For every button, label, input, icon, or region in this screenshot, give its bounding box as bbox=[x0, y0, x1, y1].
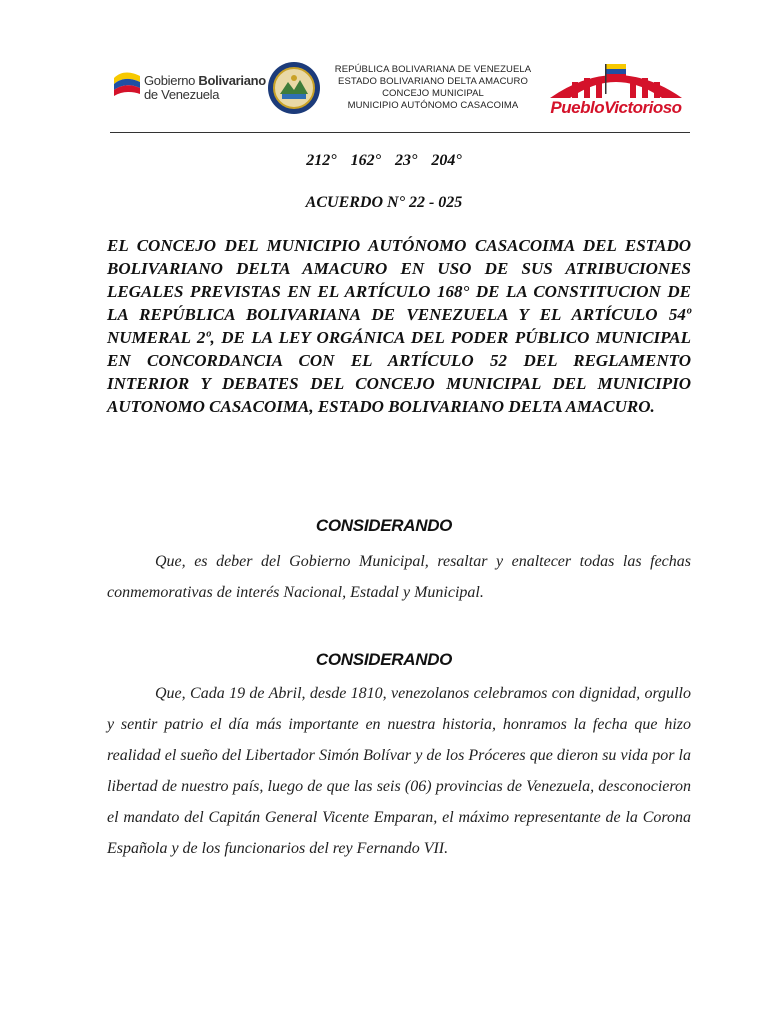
pueblo-victorioso-text: PuebloVictorioso bbox=[550, 98, 682, 117]
gov-logo-line2: de Venezuela bbox=[144, 87, 220, 102]
letterhead bbox=[110, 56, 690, 128]
institution-lines bbox=[326, 64, 540, 112]
gov-logo-line1-light: Gobierno bbox=[144, 73, 199, 88]
venezuela-flag-icon bbox=[110, 66, 144, 106]
header-line-municipio: MUNICIPIO AUTÓNOMO CASACOIMA bbox=[347, 100, 519, 111]
considerando-text-2: Que, Cada 19 de Abril, desde 1810, venezolanos celebramos con dignidad, orgullo y sentir patrio el día más importante en nuestra historia, honramos la fecha que hizo realidad el sueño del Libertador Simón Bolívar y de los Próceres que dieron su vida por la libertad de nuestro país, luego de que las seis (06) provincias de Venezuela, desconocieron el mandato del Capitán General Vicente Emparan, el máximo representante de la Corona Española y de los funcionarios del rey Fernando VII. bbox=[107, 685, 691, 857]
gobierno-bolivariano-logo bbox=[110, 66, 266, 110]
gov-logo-line1-bold: Bolivariano bbox=[198, 73, 266, 88]
considerando-heading-1: CONSIDERANDO bbox=[315, 516, 453, 535]
considerando-heading-2: CONSIDERANDO bbox=[315, 650, 453, 669]
crowd-flag-logo-icon bbox=[542, 58, 690, 102]
acuerdo-number: ACUERDO N° 22 - 025 bbox=[305, 194, 463, 211]
pueblo-victorioso-logo bbox=[542, 58, 690, 120]
considerando-text-1: Que, es deber del Gobierno Municipal, resaltar y enaltecer todas las fechas conmemorativas de interés Nacional, Estadal y Municipal. bbox=[107, 553, 691, 601]
preamble: EL CONCEJO DEL MUNICIPIO AUTÓNOMO CASACOIMA DEL ESTADO BOLIVARIANO DELTA AMACURO EN USO DE SUS ATRIBUCIONES LEGALES PREVISTAS EN EL ARTÍCULO 168° DE LA CONSTITUCION DE LA REPÚBLICA BOLIVARIANA DE VENEZUELA Y EL ARTÍCULO 54º NUMERAL 2º, DE LA LEY ORGÁNICA DEL PODER PÚBLICO MUNICIPAL EN CONCORDANCIA CON EL ARTÍCULO 52 DEL REGLAMENTO INTERIOR Y DEBATES DEL CONCEJO MUNICIPAL DEL MUNICIPIO AUTONOMO CASACOIMA, ESTADO BOLIVARIANO DELTA AMACURO. bbox=[107, 236, 691, 416]
municipal-seal-icon bbox=[266, 60, 322, 116]
document-codes: 212° 162° 23° 204° bbox=[306, 152, 462, 169]
header-line-republica: REPÚBLICA BOLIVARIANA DE VENEZUELA bbox=[334, 64, 532, 75]
gobierno-logo-text bbox=[144, 74, 266, 102]
header-line-estado: ESTADO BOLIVARIANO DELTA AMACURO bbox=[338, 76, 528, 87]
header-line-concejo: CONCEJO MUNICIPAL bbox=[382, 88, 484, 99]
header-divider bbox=[110, 132, 690, 133]
